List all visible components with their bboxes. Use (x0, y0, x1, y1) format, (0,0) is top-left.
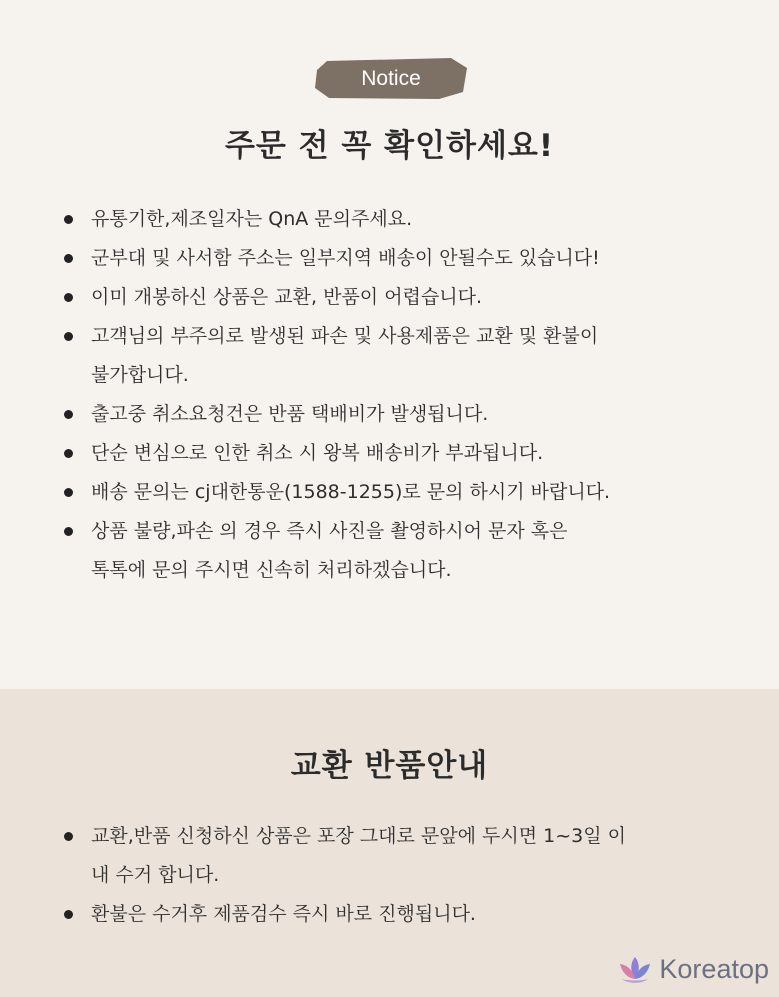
bullet-icon (64, 910, 73, 919)
watermark-text: Koreatop (659, 954, 769, 984)
bullet-icon (64, 527, 73, 536)
notice-list (60, 200, 750, 590)
exchange-item-line: 교환,반품 신청하신 상품은 포장 그대로 문앞에 두시면 1~3일 이 (91, 825, 626, 847)
exchange-title: 교환 반품안내 (290, 748, 489, 784)
notice-item (60, 239, 750, 278)
bullet-icon (64, 332, 73, 341)
exchange-item-line: 환불은 수거후 제품검수 즉시 바로 진행됩니다. (91, 903, 476, 925)
notice-item (60, 200, 750, 239)
notice-item (60, 395, 750, 434)
bullet-icon (64, 293, 73, 302)
notice-item (60, 278, 750, 317)
notice-item-line: 배송 문의는 cj대한통운(1588-1255)로 문의 하시기 바랍니다. (91, 481, 611, 503)
bullet-icon (64, 410, 73, 419)
notice-item-line: 출고중 취소요청건은 반품 택배비가 발생됩니다. (91, 403, 489, 425)
notice-item (60, 317, 750, 395)
bullet-icon (64, 254, 73, 263)
notice-item (60, 512, 750, 590)
notice-item-line: 톡톡에 문의 주시면 신속히 처리하겠습니다. (91, 559, 452, 581)
watermark (617, 954, 769, 985)
exchange-item (60, 817, 750, 895)
bullet-icon (64, 449, 73, 458)
notice-item (60, 473, 750, 512)
exchange-list (60, 817, 750, 934)
exchange-item-line: 내 수거 합니다. (91, 864, 220, 886)
bullet-icon (64, 832, 73, 841)
notice-item-line: 단순 변심으로 인한 취소 시 왕복 배송비가 부과됩니다. (91, 442, 544, 464)
notice-item-line: 고객님의 부주의로 발생된 파손 및 사용제품은 교환 및 환불이 (91, 325, 599, 347)
bullet-icon (64, 488, 73, 497)
notice-item (60, 434, 750, 473)
notice-badge-label: Notice (361, 67, 421, 90)
bullet-icon (64, 215, 73, 224)
exchange-item (60, 895, 750, 934)
notice-item-line: 상품 불량,파손 의 경우 즉시 사진을 촬영하시어 문자 혹은 (91, 520, 568, 542)
notice-title: 주문 전 꼭 확인하세요! (224, 128, 555, 164)
notice-badge (313, 58, 469, 100)
lotus-icon (617, 955, 653, 985)
notice-item-line: 불가합니다. (91, 364, 189, 386)
notice-item-line: 이미 개봉하신 상품은 교환, 반품이 어렵습니다. (91, 286, 483, 308)
notice-item-line: 유통기한,제조일자는 QnA 문의주세요. (91, 208, 413, 230)
notice-item-line: 군부대 및 사서함 주소는 일부지역 배송이 안될수도 있습니다! (91, 247, 600, 269)
